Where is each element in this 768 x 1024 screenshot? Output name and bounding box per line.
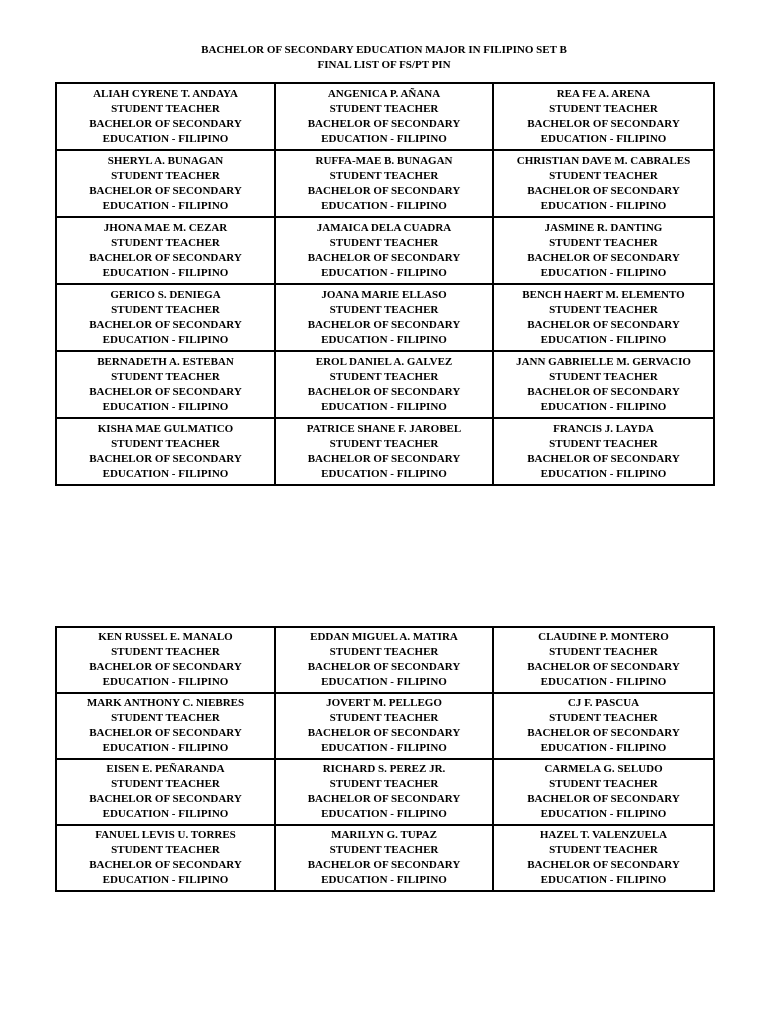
- student-name: CJ F. PASCUA: [567, 697, 640, 709]
- student-cell: [493, 351, 714, 418]
- student-cell: [493, 83, 714, 150]
- student-cell: [275, 351, 493, 418]
- program-line-2: EDUCATION - FILIPINO: [540, 266, 667, 279]
- student-cell: [56, 418, 275, 485]
- program-line-2: EDUCATION - FILIPINO: [102, 132, 229, 145]
- table-row: [56, 351, 714, 418]
- student-role: STUDENT TEACHER: [549, 169, 658, 182]
- program-line-2: EDUCATION - FILIPINO: [540, 874, 667, 886]
- student-cell: [56, 627, 275, 693]
- student-name: BENCH HAERT M. ELEMENTO: [522, 288, 685, 301]
- student-role: STUDENT TEACHER: [329, 712, 439, 724]
- student-cell: [493, 418, 714, 485]
- student-name: JANN GABRIELLE M. GERVACIO: [516, 355, 691, 368]
- title-line-2: FINAL LIST OF FS/PT PIN: [317, 59, 451, 71]
- student-name: KEN RUSSEL E. MANALO: [98, 631, 233, 643]
- program-line-1: BACHELOR OF SECONDARY: [527, 318, 680, 331]
- student-name: RICHARD S. PEREZ JR.: [322, 763, 446, 775]
- program-line-1: BACHELOR OF SECONDARY: [527, 859, 680, 871]
- student-role: STUDENT TEACHER: [111, 437, 220, 450]
- student-role: STUDENT TEACHER: [111, 102, 220, 115]
- student-role: STUDENT TEACHER: [111, 303, 220, 316]
- student-table-2-body: [56, 627, 714, 891]
- program-line-2: EDUCATION - FILIPINO: [321, 676, 447, 688]
- program-line-1: BACHELOR OF SECONDARY: [527, 793, 680, 805]
- program-line-1: BACHELOR OF SECONDARY: [307, 661, 461, 673]
- program-line-2: EDUCATION - FILIPINO: [321, 874, 447, 886]
- student-name: EROL DANIEL A. GALVEZ: [315, 355, 453, 368]
- student-name: ALIAH CYRENE T. ANDAYA: [93, 87, 238, 100]
- student-role: STUDENT TEACHER: [329, 778, 439, 790]
- table-row: [56, 759, 714, 825]
- program-line-1: BACHELOR OF SECONDARY: [527, 385, 680, 398]
- program-line-1: BACHELOR OF SECONDARY: [89, 452, 242, 465]
- program-line-1: BACHELOR OF SECONDARY: [307, 859, 461, 871]
- program-line-2: EDUCATION - FILIPINO: [540, 808, 667, 820]
- student-cell: [275, 627, 493, 693]
- student-role: STUDENT TEACHER: [549, 646, 658, 658]
- student-cell: [275, 693, 493, 759]
- title-line-1: BACHELOR OF SECONDARY EDUCATION MAJOR IN FILIPINO SET B: [201, 44, 567, 56]
- student-cell: [275, 83, 493, 150]
- student-name: JOVERT M. PELLEGO: [326, 697, 442, 709]
- student-role: STUDENT TEACHER: [111, 236, 220, 249]
- program-line-1: BACHELOR OF SECONDARY: [307, 251, 461, 264]
- student-name: HAZEL T. VALENZUELA: [539, 829, 668, 841]
- program-line-1: BACHELOR OF SECONDARY: [89, 661, 242, 673]
- program-line-1: BACHELOR OF SECONDARY: [527, 117, 680, 130]
- student-role: STUDENT TEACHER: [329, 303, 439, 316]
- student-name: SHERYL A. BUNAGAN: [107, 154, 224, 167]
- program-line-1: BACHELOR OF SECONDARY: [307, 117, 461, 130]
- student-name: MARK ANTHONY C. NIEBRES: [86, 697, 245, 709]
- program-line-2: EDUCATION - FILIPINO: [321, 199, 447, 212]
- program-line-1: BACHELOR OF SECONDARY: [527, 452, 680, 465]
- student-name: CARMELA G. SELUDO: [544, 763, 663, 775]
- student-cell: [493, 627, 714, 693]
- student-role: STUDENT TEACHER: [549, 437, 658, 450]
- program-line-2: EDUCATION - FILIPINO: [540, 742, 667, 754]
- student-name: CHRISTIAN DAVE M. CABRALES: [516, 154, 691, 167]
- student-role: STUDENT TEACHER: [329, 236, 439, 249]
- program-line-2: EDUCATION - FILIPINO: [321, 333, 447, 346]
- program-line-1: BACHELOR OF SECONDARY: [307, 184, 461, 197]
- student-name: CLAUDINE P. MONTERO: [538, 631, 669, 643]
- program-line-2: EDUCATION - FILIPINO: [321, 132, 447, 145]
- program-line-1: BACHELOR OF SECONDARY: [89, 727, 242, 739]
- program-line-1: BACHELOR OF SECONDARY: [89, 251, 242, 264]
- program-line-2: EDUCATION - FILIPINO: [102, 333, 229, 346]
- student-cell: [493, 759, 714, 825]
- program-line-2: EDUCATION - FILIPINO: [102, 467, 229, 480]
- student-role: STUDENT TEACHER: [329, 370, 439, 383]
- student-table-1-body: [56, 83, 714, 485]
- student-cell: [56, 217, 275, 284]
- student-table-1: [55, 82, 715, 486]
- student-role: STUDENT TEACHER: [549, 778, 658, 790]
- student-role: STUDENT TEACHER: [111, 169, 220, 182]
- program-line-2: EDUCATION - FILIPINO: [321, 808, 447, 820]
- program-line-2: EDUCATION - FILIPINO: [321, 742, 447, 754]
- program-line-1: BACHELOR OF SECONDARY: [307, 452, 461, 465]
- student-cell: [275, 418, 493, 485]
- student-name: MARILYN G. TUPAZ: [331, 829, 437, 841]
- student-role: STUDENT TEACHER: [329, 437, 439, 450]
- table-row: [56, 150, 714, 217]
- program-line-1: BACHELOR OF SECONDARY: [307, 385, 461, 398]
- student-cell: [275, 825, 493, 891]
- student-name: JAMAICA DELA CUADRA: [316, 221, 452, 234]
- student-name: GERICO S. DENIEGA: [110, 288, 221, 301]
- student-role: STUDENT TEACHER: [111, 646, 220, 658]
- student-role: STUDENT TEACHER: [329, 646, 439, 658]
- student-name: RUFFA-MAE B. BUNAGAN: [315, 154, 453, 167]
- student-name: BERNADETH A. ESTEBAN: [97, 355, 234, 368]
- student-cell: [56, 693, 275, 759]
- program-line-2: EDUCATION - FILIPINO: [540, 467, 667, 480]
- table-row: [56, 83, 714, 150]
- table-row: [56, 693, 714, 759]
- student-cell: [493, 693, 714, 759]
- program-line-1: BACHELOR OF SECONDARY: [307, 793, 461, 805]
- student-cell: [275, 284, 493, 351]
- program-line-1: BACHELOR OF SECONDARY: [89, 385, 242, 398]
- program-line-2: EDUCATION - FILIPINO: [102, 676, 229, 688]
- student-name: FRANCIS J. LAYDA: [553, 422, 654, 435]
- student-cell: [493, 284, 714, 351]
- student-role: STUDENT TEACHER: [549, 844, 658, 856]
- student-cell: [56, 825, 275, 891]
- student-name: JHONA MAE M. CEZAR: [103, 221, 228, 234]
- student-table-2: [55, 626, 715, 892]
- student-name: EDDAN MIGUEL A. MATIRA: [310, 631, 458, 643]
- program-line-1: BACHELOR OF SECONDARY: [307, 318, 461, 331]
- program-line-2: EDUCATION - FILIPINO: [102, 199, 229, 212]
- student-name: JASMINE R. DANTING: [544, 221, 663, 234]
- program-line-1: BACHELOR OF SECONDARY: [527, 251, 680, 264]
- student-role: STUDENT TEACHER: [549, 236, 658, 249]
- student-cell: [493, 150, 714, 217]
- program-line-2: EDUCATION - FILIPINO: [321, 467, 447, 480]
- student-role: STUDENT TEACHER: [329, 102, 439, 115]
- table-row: [56, 418, 714, 485]
- student-name: EISEN E. PEÑARANDA: [106, 763, 225, 775]
- student-role: STUDENT TEACHER: [329, 169, 439, 182]
- program-line-2: EDUCATION - FILIPINO: [102, 742, 229, 754]
- program-line-1: BACHELOR OF SECONDARY: [527, 184, 680, 197]
- student-name: ANGENICA P. AÑANA: [327, 87, 441, 100]
- program-line-2: EDUCATION - FILIPINO: [540, 333, 667, 346]
- student-cell: [275, 759, 493, 825]
- program-line-1: BACHELOR OF SECONDARY: [89, 793, 242, 805]
- student-role: STUDENT TEACHER: [549, 712, 658, 724]
- student-role: STUDENT TEACHER: [111, 712, 220, 724]
- student-cell: [56, 284, 275, 351]
- student-role: STUDENT TEACHER: [329, 844, 439, 856]
- program-line-2: EDUCATION - FILIPINO: [540, 400, 667, 413]
- student-cell: [56, 759, 275, 825]
- student-cell: [56, 83, 275, 150]
- program-line-2: EDUCATION - FILIPINO: [540, 676, 667, 688]
- student-cell: [275, 150, 493, 217]
- student-role: STUDENT TEACHER: [111, 844, 220, 856]
- table-row: [56, 627, 714, 693]
- student-name: REA FE A. ARENA: [556, 87, 651, 100]
- student-name: JOANA MARIE ELLASO: [321, 288, 447, 301]
- program-line-2: EDUCATION - FILIPINO: [102, 266, 229, 279]
- program-line-2: EDUCATION - FILIPINO: [321, 400, 447, 413]
- student-role: STUDENT TEACHER: [549, 303, 658, 316]
- program-line-2: EDUCATION - FILIPINO: [102, 400, 229, 413]
- student-role: STUDENT TEACHER: [549, 370, 658, 383]
- student-role: STUDENT TEACHER: [549, 102, 658, 115]
- program-line-2: EDUCATION - FILIPINO: [321, 266, 447, 279]
- program-line-1: BACHELOR OF SECONDARY: [89, 859, 242, 871]
- student-role: STUDENT TEACHER: [111, 778, 220, 790]
- program-line-1: BACHELOR OF SECONDARY: [89, 318, 242, 331]
- table-row: [56, 825, 714, 891]
- program-line-2: EDUCATION - FILIPINO: [540, 199, 667, 212]
- student-role: STUDENT TEACHER: [111, 370, 220, 383]
- program-line-1: BACHELOR OF SECONDARY: [89, 184, 242, 197]
- program-line-2: EDUCATION - FILIPINO: [102, 808, 229, 820]
- student-name: PATRICE SHANE F. JAROBEL: [306, 422, 462, 435]
- program-line-1: BACHELOR OF SECONDARY: [527, 661, 680, 673]
- student-cell: [493, 825, 714, 891]
- student-cell: [493, 217, 714, 284]
- program-line-1: BACHELOR OF SECONDARY: [89, 117, 242, 130]
- table-row: [56, 284, 714, 351]
- student-name: FANUEL LEVIS U. TORRES: [95, 829, 236, 841]
- student-cell: [56, 150, 275, 217]
- student-name: KISHA MAE GULMATICO: [97, 422, 234, 435]
- student-cell: [56, 351, 275, 418]
- table-row: [56, 217, 714, 284]
- program-line-2: EDUCATION - FILIPINO: [102, 874, 229, 886]
- page-title: [0, 43, 768, 73]
- program-line-1: BACHELOR OF SECONDARY: [527, 727, 680, 739]
- program-line-1: BACHELOR OF SECONDARY: [307, 727, 461, 739]
- program-line-2: EDUCATION - FILIPINO: [540, 132, 667, 145]
- student-cell: [275, 217, 493, 284]
